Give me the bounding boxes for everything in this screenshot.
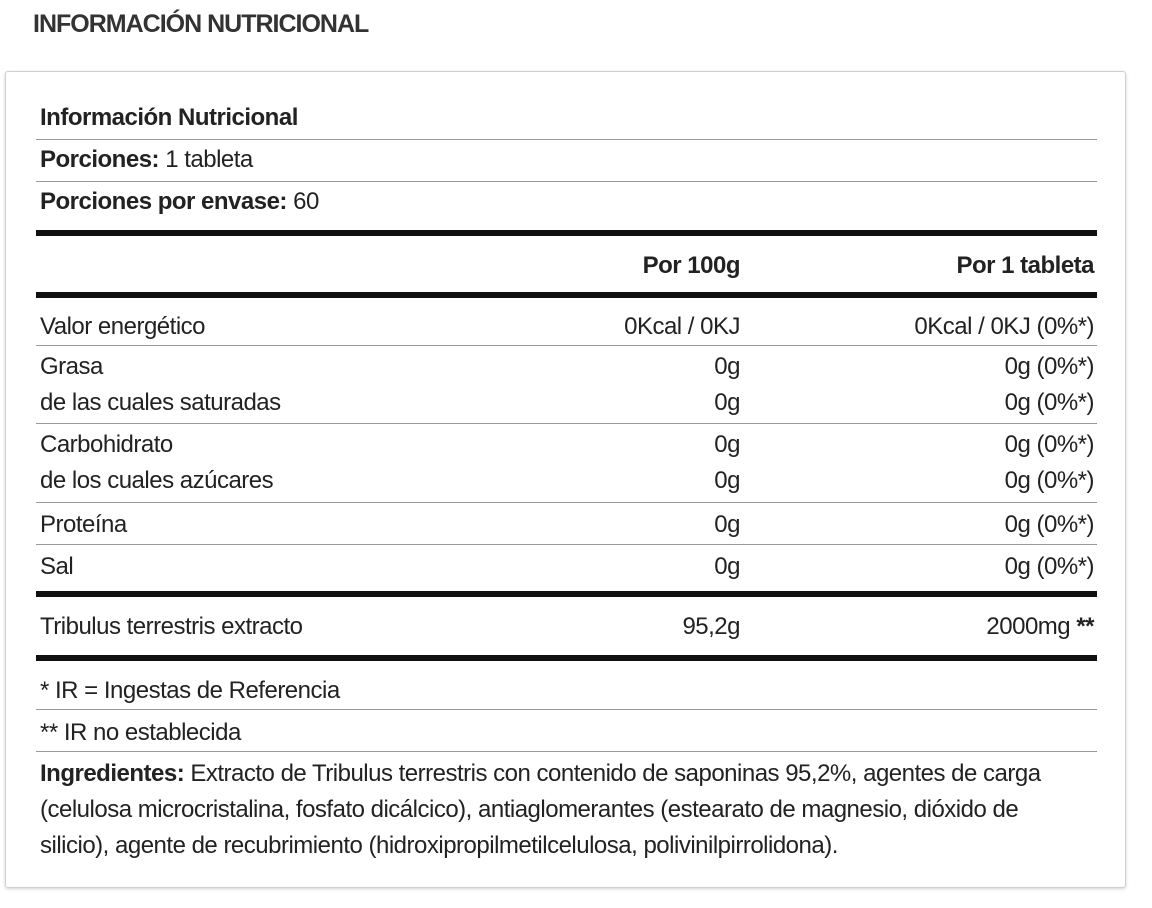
nutrient-value-per-100g: 0g xyxy=(714,389,740,416)
nutrient-name: Sal xyxy=(40,553,74,580)
nutrient-name: de las cuales saturadas xyxy=(40,389,281,416)
nutrient-value-per-tablet: 0g (0%*) xyxy=(1004,353,1094,380)
servings-per-container-row xyxy=(36,182,1097,223)
nutrient-value-per-tablet: 0g (0%*) xyxy=(1004,511,1094,538)
nutrient-value-per-tablet: 0Kcal / 0KJ (0%*) xyxy=(914,313,1094,340)
nutrient-value-per-100g: 0g xyxy=(714,431,740,458)
nutrient-value-per-100g: 0g xyxy=(714,353,740,380)
nutrient-name: Carbohidrato xyxy=(40,431,173,458)
nutrition-table xyxy=(36,98,1097,864)
ingredients-paragraph xyxy=(36,752,1097,864)
nutrient-value-per-tablet: 0g (0%*) xyxy=(1004,431,1094,458)
nutrient-group-fat xyxy=(36,346,1097,424)
nutrient-value-per-tablet: 0g (0%*) xyxy=(1004,553,1094,580)
servings-row xyxy=(36,140,1097,182)
servings-per-container-label: Porciones por envase: xyxy=(40,188,287,215)
footnote-ir-row xyxy=(36,661,1097,710)
table-title: Información Nutricional xyxy=(40,104,298,131)
nutrition-panel xyxy=(5,71,1126,888)
nutrient-row-protein xyxy=(36,503,1097,545)
nutrient-value-per-tablet: 0g (0%*) xyxy=(1004,467,1094,494)
nutrient-value-per-tablet: 0g (0%*) xyxy=(1004,389,1094,416)
column-header-per-100g: Por 100g xyxy=(642,252,740,279)
section-title: INFORMACIÓN NUTRICIONAL xyxy=(33,10,369,38)
nutrient-row-energy xyxy=(36,298,1097,346)
extract-value-per-tablet: 2000mg xyxy=(986,613,1071,640)
nutrient-value-per-100g: 0Kcal / 0KJ xyxy=(624,313,740,340)
footnote-not-established: ** IR no establecida xyxy=(40,719,241,746)
nutrient-group-carbohydrate xyxy=(36,424,1097,503)
nutrient-name: Valor energético xyxy=(40,313,205,340)
nutrient-value-per-100g: 0g xyxy=(714,511,740,538)
servings-label: Porciones: xyxy=(40,146,160,173)
extract-value-per-100g: 95,2g xyxy=(682,613,740,640)
extract-row xyxy=(36,597,1097,655)
nutrient-row-salt xyxy=(36,545,1097,591)
footnote-not-established-row xyxy=(36,710,1097,752)
ingredients-text: Extracto de Tribulus terrestris con contenido de saponinas 95,2%, agentes de carga (celulosa microcristalina, fosfato dicálcico), antiaglomerantes (estearato de magnesio, dióxido de silicio), agente de recubrimiento (hidroxipropilmetilcelulosa, polivinilpirrolidona). xyxy=(40,760,1041,859)
column-header-row xyxy=(36,236,1097,292)
nutrient-name: de los cuales azúcares xyxy=(40,467,274,494)
servings-per-container-value: 60 xyxy=(286,188,319,215)
extract-footnote-mark: ** xyxy=(1076,613,1094,640)
nutrient-value-per-100g: 0g xyxy=(714,553,740,580)
nutrient-value-per-100g: 0g xyxy=(714,467,740,494)
column-header-per-tablet: Por 1 tableta xyxy=(956,252,1094,279)
table-title-row xyxy=(36,98,1097,140)
nutrient-name: Proteína xyxy=(40,511,127,538)
footnote-ir: * IR = Ingestas de Referencia xyxy=(40,677,340,704)
ingredients-label: Ingredientes: xyxy=(40,760,185,787)
servings-value: 1 tableta xyxy=(159,146,253,173)
nutrient-name: Grasa xyxy=(40,353,103,380)
extract-name: Tribulus terrestris extracto xyxy=(40,613,303,640)
